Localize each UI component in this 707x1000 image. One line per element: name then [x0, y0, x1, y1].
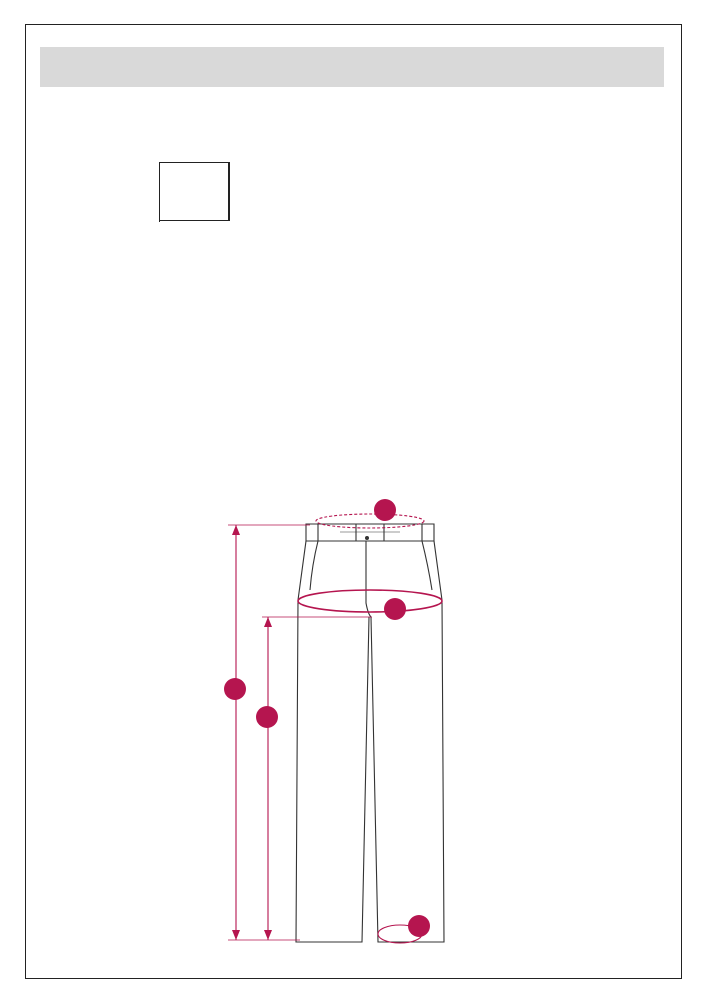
- diagram-marker-1: [256, 706, 278, 728]
- diagram-marker-2: [224, 678, 246, 700]
- measure-lines: [228, 514, 442, 943]
- diagram-marker-3: [374, 499, 396, 521]
- arrowheads: [232, 525, 272, 940]
- trousers-outline: [296, 524, 444, 942]
- button-icon: [365, 536, 369, 540]
- diagram-marker-5: [408, 915, 430, 937]
- diagram-marker-4: [384, 598, 406, 620]
